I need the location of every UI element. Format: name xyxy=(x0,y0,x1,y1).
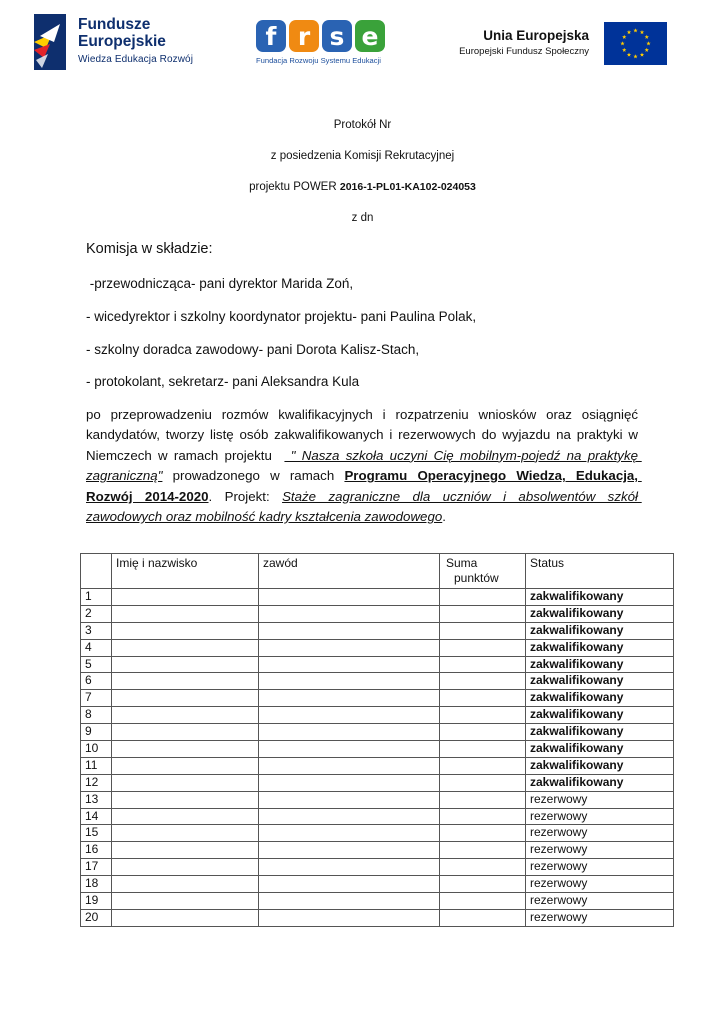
cell-name xyxy=(112,673,259,690)
cell-points xyxy=(440,622,526,639)
cell-no: 2 xyxy=(81,605,112,622)
frse-letter-r: r xyxy=(289,20,319,52)
cell-no: 8 xyxy=(81,707,112,724)
header-points-l2: punktów xyxy=(454,571,499,585)
cell-job xyxy=(259,774,440,791)
cell-points xyxy=(440,808,526,825)
cell-points xyxy=(440,774,526,791)
committee-heading: Komisja w składzie: xyxy=(86,241,213,257)
cell-name xyxy=(112,622,259,639)
cell-name xyxy=(112,909,259,926)
cell-job xyxy=(259,605,440,622)
table-row xyxy=(81,724,674,741)
cell-no: 16 xyxy=(81,842,112,859)
table-row xyxy=(81,589,674,606)
cell-status: zakwalifikowany xyxy=(526,605,674,622)
committee-member-coordinator: - wicedyrektor i szkolny koordynator projektu- pani Paulina Polak, xyxy=(86,309,477,324)
cell-no: 19 xyxy=(81,893,112,910)
cell-name xyxy=(112,825,259,842)
date-line: z dn xyxy=(351,212,374,224)
cell-no: 9 xyxy=(81,724,112,741)
project-code: 2016-1-PL01-KA102-024053 xyxy=(339,181,476,193)
header-name: Imię i nazwisko xyxy=(112,554,259,589)
programme-name: Programu Operacyjnego Wiedza, Edukacja, Rozwój 2014-2020 xyxy=(86,468,642,504)
table-row xyxy=(81,842,674,859)
cell-points xyxy=(440,757,526,774)
fe-line1: Fundusze xyxy=(78,16,151,33)
cell-job xyxy=(259,859,440,876)
body-part3: . Projekt: xyxy=(208,488,283,504)
cell-no: 12 xyxy=(81,774,112,791)
cell-job xyxy=(259,757,440,774)
frse-letter-e: e xyxy=(355,20,385,52)
frse-caption: Fundacja Rozwoju Systemu Edukacji xyxy=(256,56,381,65)
cell-status: zakwalifikowany xyxy=(526,707,674,724)
header-job: zawód xyxy=(259,554,440,589)
project-line xyxy=(0,181,725,193)
body-paragraph xyxy=(86,405,642,527)
header-points xyxy=(440,554,526,589)
body-part1: po przeprowadzeniu rozmów kwalifikacyjnych i rozpatrzeniu wniosków oraz osiągnięć kandydatów, tworzy listę osób zakwalifikowanych i rezerwowych do wyjazdu na praktyki w Niemczech w ramach projektu xyxy=(86,407,642,463)
table-row xyxy=(81,656,674,673)
project-title: " Nasza szkoła uczyni Cię mobilnym-pojedź na praktykę zagraniczną" xyxy=(86,447,642,484)
fe-line3: Wiedza Edukacja Rozwój xyxy=(78,54,194,65)
header-points-l1: Suma xyxy=(446,556,478,570)
cell-status: rezerwowy xyxy=(526,909,674,926)
cell-job xyxy=(259,622,440,639)
table-row xyxy=(81,622,674,639)
ue-line1: Unia Europejska xyxy=(483,28,589,43)
cell-status: zakwalifikowany xyxy=(526,774,674,791)
cell-no: 3 xyxy=(81,622,112,639)
table-row xyxy=(81,876,674,893)
frse-letter-f: f xyxy=(256,20,286,52)
table-row xyxy=(81,673,674,690)
cell-name xyxy=(112,774,259,791)
cell-no: 1 xyxy=(81,589,112,606)
cell-job xyxy=(259,707,440,724)
meeting-line: z posiedzenia Komisji Rekrutacyjnej xyxy=(270,150,455,162)
cell-status: rezerwowy xyxy=(526,859,674,876)
table-row xyxy=(81,741,674,758)
cell-name xyxy=(112,589,259,606)
cell-name xyxy=(112,741,259,758)
cell-no: 6 xyxy=(81,673,112,690)
cell-no: 17 xyxy=(81,859,112,876)
cell-status: rezerwowy xyxy=(526,876,674,893)
cell-name xyxy=(112,690,259,707)
table-row xyxy=(81,707,674,724)
cell-points xyxy=(440,859,526,876)
cell-points xyxy=(440,673,526,690)
table-row xyxy=(81,774,674,791)
cell-points xyxy=(440,825,526,842)
table-body xyxy=(81,589,674,927)
table-row xyxy=(81,808,674,825)
cell-points xyxy=(440,639,526,656)
fe-line2: Europejskie xyxy=(78,33,166,50)
cell-status: zakwalifikowany xyxy=(526,622,674,639)
cell-status: zakwalifikowany xyxy=(526,639,674,656)
cell-job xyxy=(259,909,440,926)
table-row xyxy=(81,909,674,926)
table-row xyxy=(81,690,674,707)
committee-member-secretary: - protokolant, sekretarz- pani Aleksandra Kula xyxy=(86,374,360,389)
cell-name xyxy=(112,808,259,825)
cell-status: rezerwowy xyxy=(526,825,674,842)
cell-status: zakwalifikowany xyxy=(526,757,674,774)
cell-job xyxy=(259,741,440,758)
cell-job xyxy=(259,791,440,808)
cell-name xyxy=(112,724,259,741)
cell-status: rezerwowy xyxy=(526,842,674,859)
table-row xyxy=(81,859,674,876)
cell-no: 14 xyxy=(81,808,112,825)
cell-name xyxy=(112,791,259,808)
cell-status: zakwalifikowany xyxy=(526,690,674,707)
cell-points xyxy=(440,707,526,724)
cell-name xyxy=(112,842,259,859)
cell-job xyxy=(259,639,440,656)
cell-no: 11 xyxy=(81,757,112,774)
fundusze-europejskie-logo xyxy=(34,14,204,72)
cell-job xyxy=(259,808,440,825)
cell-points xyxy=(440,589,526,606)
table-row xyxy=(81,757,674,774)
cell-status: zakwalifikowany xyxy=(526,741,674,758)
fe-wordmark xyxy=(78,16,193,65)
cell-status: zakwalifikowany xyxy=(526,589,674,606)
cell-no: 4 xyxy=(81,639,112,656)
cell-points xyxy=(440,741,526,758)
cell-points xyxy=(440,656,526,673)
cell-name xyxy=(112,639,259,656)
cell-status: rezerwowy xyxy=(526,893,674,910)
cell-job xyxy=(259,690,440,707)
cell-name xyxy=(112,707,259,724)
cell-name xyxy=(112,876,259,893)
cell-points xyxy=(440,605,526,622)
cell-status: zakwalifikowany xyxy=(526,656,674,673)
cell-no: 5 xyxy=(81,656,112,673)
cell-no: 10 xyxy=(81,741,112,758)
table-row xyxy=(81,893,674,910)
cell-points xyxy=(440,893,526,910)
table-row xyxy=(81,825,674,842)
cell-job xyxy=(259,825,440,842)
cell-name xyxy=(112,757,259,774)
cell-points xyxy=(440,842,526,859)
project-name: Staże zagraniczne dla uczniów i absolwentów szkół zawodowych oraz mobilność kadry kształcenia zawodowego xyxy=(86,488,642,525)
cell-name xyxy=(112,893,259,910)
cell-no: 15 xyxy=(81,825,112,842)
committee-member-chair: -przewodnicząca- pani dyrektor Marida Zoń, xyxy=(86,276,354,291)
cell-no: 7 xyxy=(81,690,112,707)
body-part4: . xyxy=(442,509,446,525)
candidates-table xyxy=(80,553,674,927)
cell-points xyxy=(440,791,526,808)
cell-status: zakwalifikowany xyxy=(526,673,674,690)
header-no xyxy=(81,554,112,589)
eu-flag-icon xyxy=(604,22,667,65)
cell-name xyxy=(112,605,259,622)
cell-job xyxy=(259,876,440,893)
cell-job xyxy=(259,589,440,606)
unia-europejska-logo xyxy=(452,22,667,68)
body-part2: prowadzonego w ramach xyxy=(162,468,345,484)
frse-logo xyxy=(256,20,391,72)
cell-status: rezerwowy xyxy=(526,808,674,825)
cell-job xyxy=(259,842,440,859)
protocol-number: Protokół Nr xyxy=(333,119,392,131)
cell-job xyxy=(259,724,440,741)
cell-job xyxy=(259,893,440,910)
fe-emblem-icon xyxy=(34,14,66,70)
cell-no: 20 xyxy=(81,909,112,926)
ue-line2: Europejski Fundusz Społeczny xyxy=(459,46,589,57)
frse-letter-s: s xyxy=(322,20,352,52)
cell-no: 13 xyxy=(81,791,112,808)
cell-points xyxy=(440,876,526,893)
frse-letters xyxy=(256,20,391,52)
project-prefix: projektu POWER xyxy=(249,181,340,193)
table-row xyxy=(81,791,674,808)
cell-status: zakwalifikowany xyxy=(526,724,674,741)
table-row xyxy=(81,639,674,656)
header-status: Status xyxy=(526,554,674,589)
cell-points xyxy=(440,909,526,926)
cell-no: 18 xyxy=(81,876,112,893)
table-header-row xyxy=(81,554,674,589)
cell-job xyxy=(259,656,440,673)
cell-status: rezerwowy xyxy=(526,791,674,808)
committee-member-advisor: - szkolny doradca zawodowy- pani Dorota Kalisz-Stach, xyxy=(86,342,420,357)
table-row xyxy=(81,605,674,622)
cell-points xyxy=(440,724,526,741)
ue-wordmark xyxy=(459,28,589,57)
cell-points xyxy=(440,690,526,707)
cell-job xyxy=(259,673,440,690)
cell-name xyxy=(112,656,259,673)
cell-name xyxy=(112,859,259,876)
